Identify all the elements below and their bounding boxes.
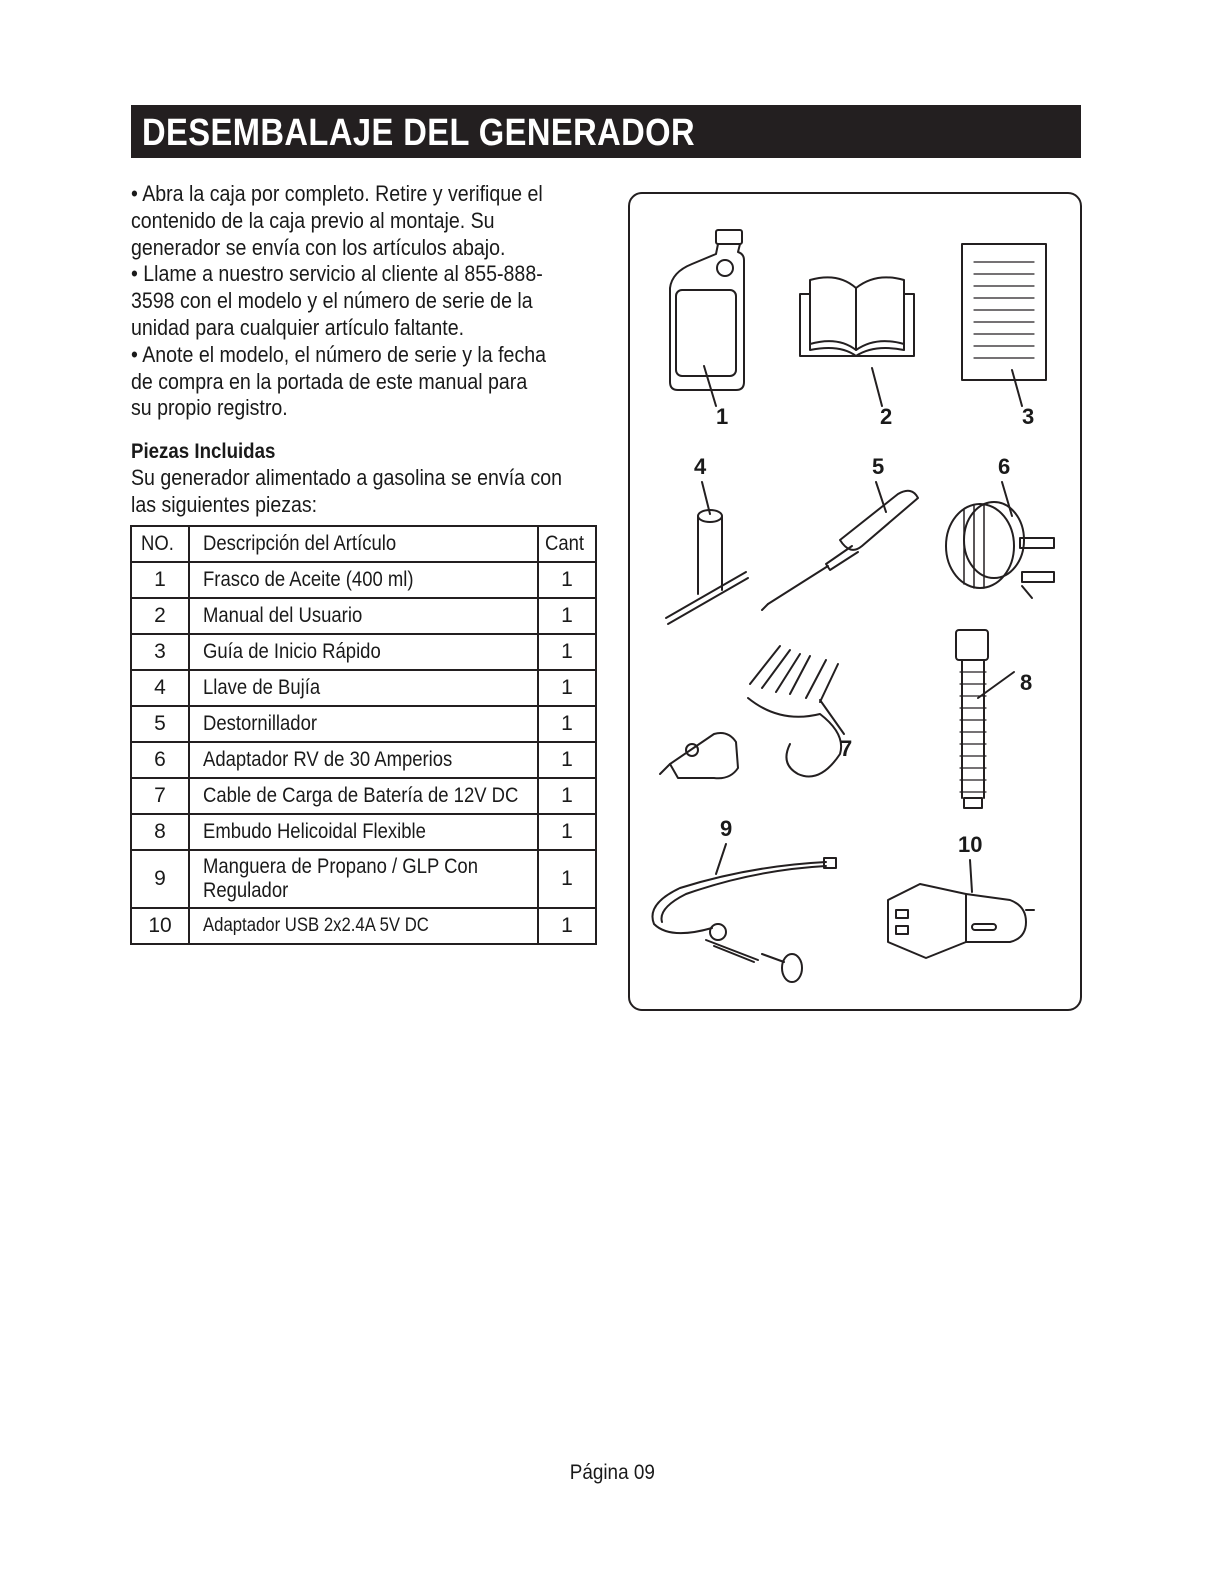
callout-3: 3 bbox=[1022, 404, 1035, 429]
callout-8: 8 bbox=[1020, 670, 1033, 695]
battery-charging-cable-icon bbox=[660, 646, 841, 778]
row-qty: 1 bbox=[538, 742, 596, 778]
row-description: Llave de Bujía bbox=[189, 670, 538, 706]
flexible-funnel-icon bbox=[956, 630, 988, 808]
table-row bbox=[131, 850, 596, 908]
row-qty: 1 bbox=[538, 814, 596, 850]
row-qty: 1 bbox=[538, 670, 596, 706]
row-qty: 1 bbox=[538, 562, 596, 598]
spark-plug-wrench-icon bbox=[666, 510, 748, 624]
header-qty: Cant bbox=[538, 526, 596, 562]
row-no: 1 bbox=[131, 562, 189, 598]
row-qty: 1 bbox=[538, 908, 596, 944]
table-header-row bbox=[131, 526, 596, 562]
intro-bullet-open-box: • Abra la caja por completo. Retire y verifique el contenido de la caja previo al montaje. Su generador se envía con los artículos abajo. bbox=[131, 181, 543, 260]
header-description: Descripción del Artículo bbox=[189, 526, 538, 562]
table-row bbox=[131, 634, 596, 670]
header-no: NO. bbox=[131, 526, 189, 562]
row-description: Adaptador USB 2x2.4A 5V DC bbox=[189, 908, 538, 944]
page-title: DESEMBALAJE DEL GENERADOR bbox=[142, 112, 696, 154]
usb-adapter-icon bbox=[888, 884, 1034, 958]
intro-text bbox=[131, 181, 549, 422]
table-row bbox=[131, 706, 596, 742]
row-no: 6 bbox=[131, 742, 189, 778]
row-qty: 1 bbox=[538, 706, 596, 742]
callout-1: 1 bbox=[716, 404, 729, 429]
intro-bullet-call-service: • Llame a nuestro servicio al cliente al 855-888-3598 con el modelo y el número de serie de la unidad para cualquier artículo faltante. bbox=[131, 261, 543, 340]
table-row bbox=[131, 778, 596, 814]
quick-start-guide-icon bbox=[962, 244, 1046, 380]
callout-10: 10 bbox=[958, 832, 983, 857]
propane-hose-icon bbox=[652, 858, 836, 982]
section-title-bar bbox=[131, 105, 1081, 158]
parts-table bbox=[130, 525, 597, 945]
table-row bbox=[131, 908, 596, 944]
row-no: 4 bbox=[131, 670, 189, 706]
table-row bbox=[131, 562, 596, 598]
row-description: Cable de Carga de Batería de 12V DC bbox=[189, 778, 538, 814]
callout-2: 2 bbox=[880, 404, 893, 429]
callout-5: 5 bbox=[872, 454, 885, 479]
row-no: 3 bbox=[131, 634, 189, 670]
table-row bbox=[131, 670, 596, 706]
row-no: 9 bbox=[131, 850, 189, 908]
row-no: 8 bbox=[131, 814, 189, 850]
row-description: Adaptador RV de 30 Amperios bbox=[189, 742, 538, 778]
row-qty: 1 bbox=[538, 778, 596, 814]
rv-adapter-icon bbox=[946, 502, 1054, 598]
callout-4: 4 bbox=[694, 454, 707, 479]
parts-illustration bbox=[630, 194, 1084, 1013]
table-row bbox=[131, 598, 596, 634]
row-description: Frasco de Aceite (400 ml) bbox=[189, 562, 538, 598]
table-row bbox=[131, 814, 596, 850]
parts-intro-text: Su generador alimentado a gasolina se envía con las siguientes piezas: bbox=[131, 465, 563, 517]
row-no: 7 bbox=[131, 778, 189, 814]
row-no: 2 bbox=[131, 598, 189, 634]
screwdriver-icon bbox=[762, 491, 918, 610]
row-qty: 1 bbox=[538, 598, 596, 634]
table-row bbox=[131, 742, 596, 778]
callout-6: 6 bbox=[998, 454, 1011, 479]
open-manual-icon bbox=[800, 277, 914, 356]
row-no: 10 bbox=[131, 908, 189, 944]
row-description: Embudo Helicoidal Flexible bbox=[189, 814, 538, 850]
row-description: Destornillador bbox=[189, 706, 538, 742]
oil-bottle-icon bbox=[670, 230, 744, 390]
row-no: 5 bbox=[131, 706, 189, 742]
row-description: Manguera de Propano / GLP Con Regulador bbox=[189, 850, 538, 908]
row-qty: 1 bbox=[538, 634, 596, 670]
page-number: Página 09 bbox=[569, 1461, 655, 1484]
intro-bullet-record-model: • Anote el modelo, el número de serie y la fecha de compra en la portada de este manual para su propio registro. bbox=[131, 341, 547, 421]
parts-heading: Piezas Incluidas bbox=[131, 440, 276, 463]
row-description: Guía de Inicio Rápido bbox=[189, 634, 538, 670]
callout-9: 9 bbox=[720, 816, 733, 841]
row-qty: 1 bbox=[538, 850, 596, 908]
callout-7: 7 bbox=[840, 736, 853, 761]
row-description: Manual del Usuario bbox=[189, 598, 538, 634]
parts-illustration-panel bbox=[628, 192, 1082, 1011]
